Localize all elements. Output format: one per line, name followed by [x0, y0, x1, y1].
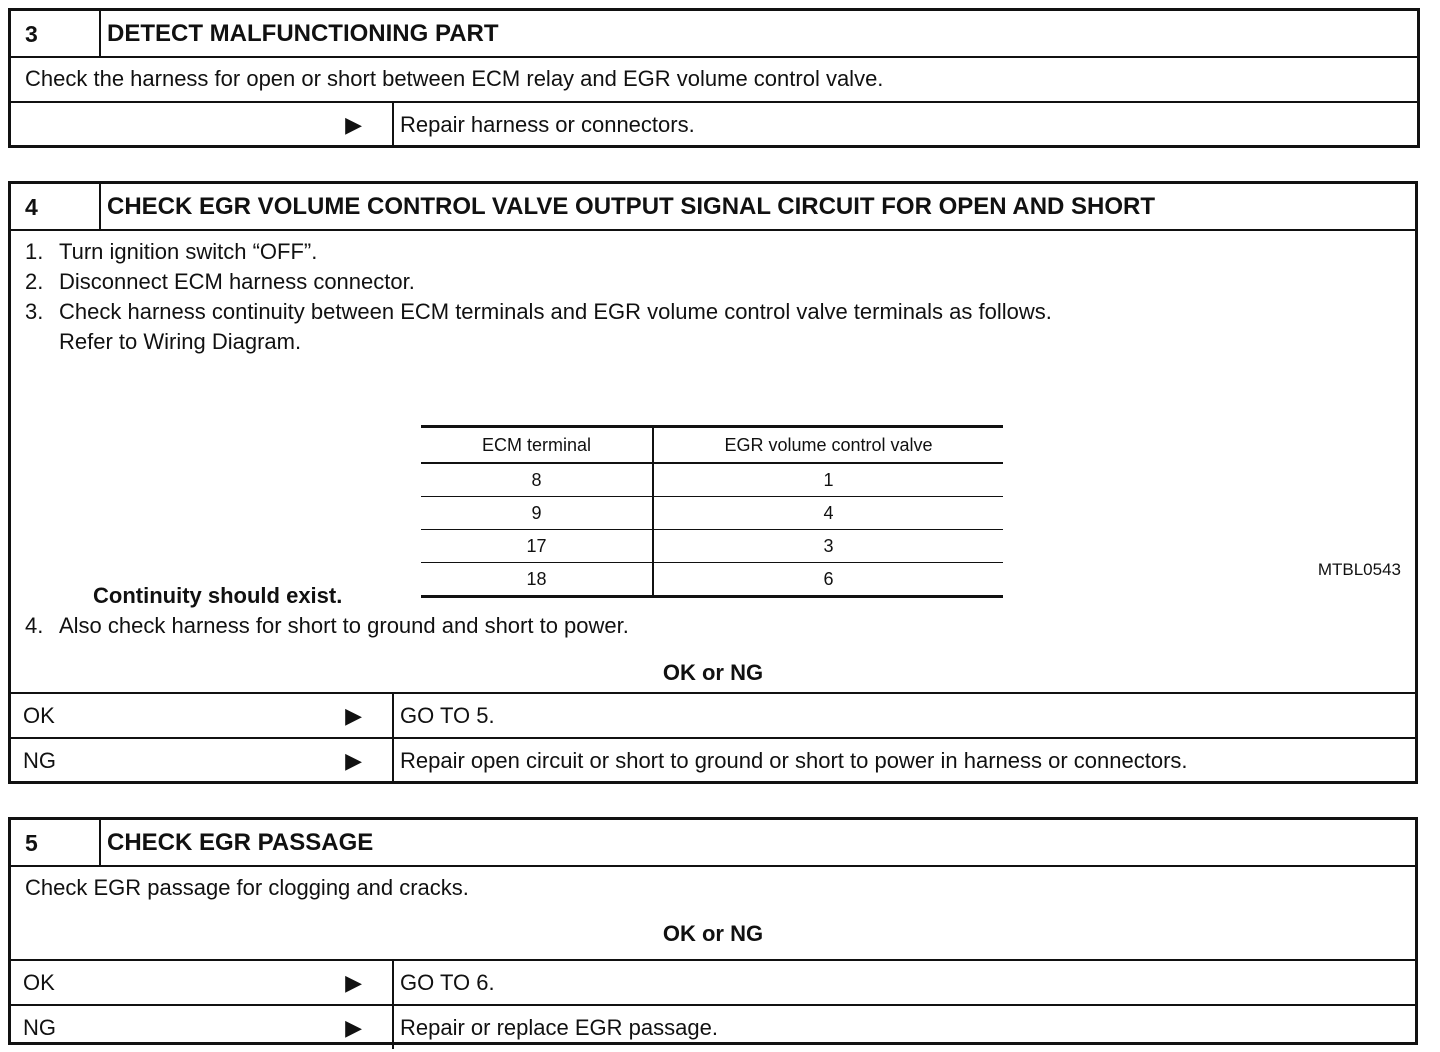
table-row: 18 6	[421, 563, 1003, 597]
ng-row	[11, 1004, 1415, 1049]
ng-result: Repair or replace EGR passage.	[400, 1014, 718, 1040]
arrow-right-icon: ▶	[345, 111, 362, 137]
table-row: 17 3	[421, 530, 1003, 563]
section-4-header	[11, 184, 1415, 231]
ok-row	[11, 692, 1415, 737]
list-item: 3. Check harness continuity between ECM terminals and EGR volume control valve terminals as follows. Refer to Wiring Diagram.	[25, 299, 1052, 354]
table-row: 9 4	[421, 497, 1003, 530]
arrow-right-icon: ▶	[345, 702, 362, 728]
ok-label: OK	[23, 702, 55, 728]
ok-or-ng-label: OK or NG	[662, 660, 764, 685]
section-5	[8, 817, 1418, 1045]
table-row: 8 1	[421, 463, 1003, 497]
table-header-row	[421, 427, 1003, 464]
ok-row	[11, 959, 1415, 1004]
step-number: 3	[11, 11, 101, 56]
ng-label: NG	[23, 747, 56, 773]
step-number: 5	[11, 820, 101, 865]
column-header: ECM terminal	[421, 427, 653, 464]
terminal-table	[421, 425, 1003, 598]
ok-or-ng-label: OK or NG	[662, 921, 764, 946]
figure-code: MTBL0543	[1317, 560, 1401, 579]
arrow-right-icon: ▶	[345, 747, 362, 773]
ng-result: Repair open circuit or short to ground or short to power in harness or connectors.	[400, 747, 1188, 773]
list-item: 1. Turn ignition switch “OFF”.	[25, 239, 318, 264]
list-item: 4. Also check harness for short to ground and short to power.	[25, 613, 629, 638]
step-title: DETECT MALFUNCTIONING PART	[107, 20, 499, 47]
step-number: 4	[11, 184, 101, 229]
section-5-header	[11, 820, 1415, 867]
instruction-text: Check EGR passage for clogging and cracks. OK or NG	[11, 867, 1415, 959]
ok-result: GO TO 6.	[400, 969, 495, 995]
instruction-text: Check the harness for open or short between ECM relay and EGR volume control valve.	[25, 66, 884, 91]
step-title: CHECK EGR VOLUME CONTROL VALVE OUTPUT SIGNAL CIRCUIT FOR OPEN AND SHORT	[107, 193, 1156, 220]
procedure-steps	[11, 231, 1415, 692]
step-title: CHECK EGR PASSAGE	[107, 829, 374, 856]
column-header: EGR volume control valve	[653, 427, 1003, 464]
arrow-right-icon: ▶	[345, 1014, 362, 1040]
section-4	[8, 181, 1418, 784]
ok-label: OK	[23, 969, 55, 995]
ok-result: GO TO 5.	[400, 702, 495, 728]
section-3	[8, 8, 1420, 148]
continuity-note: Continuity should exist.	[93, 583, 343, 608]
result-row	[11, 101, 1417, 146]
section-3-header	[11, 11, 1417, 58]
result-text: Repair harness or connectors.	[400, 111, 695, 137]
list-item: 2. Disconnect ECM harness connector.	[25, 269, 415, 294]
ng-label: NG	[23, 1014, 56, 1040]
arrow-right-icon: ▶	[345, 969, 362, 995]
ng-row	[11, 737, 1415, 782]
